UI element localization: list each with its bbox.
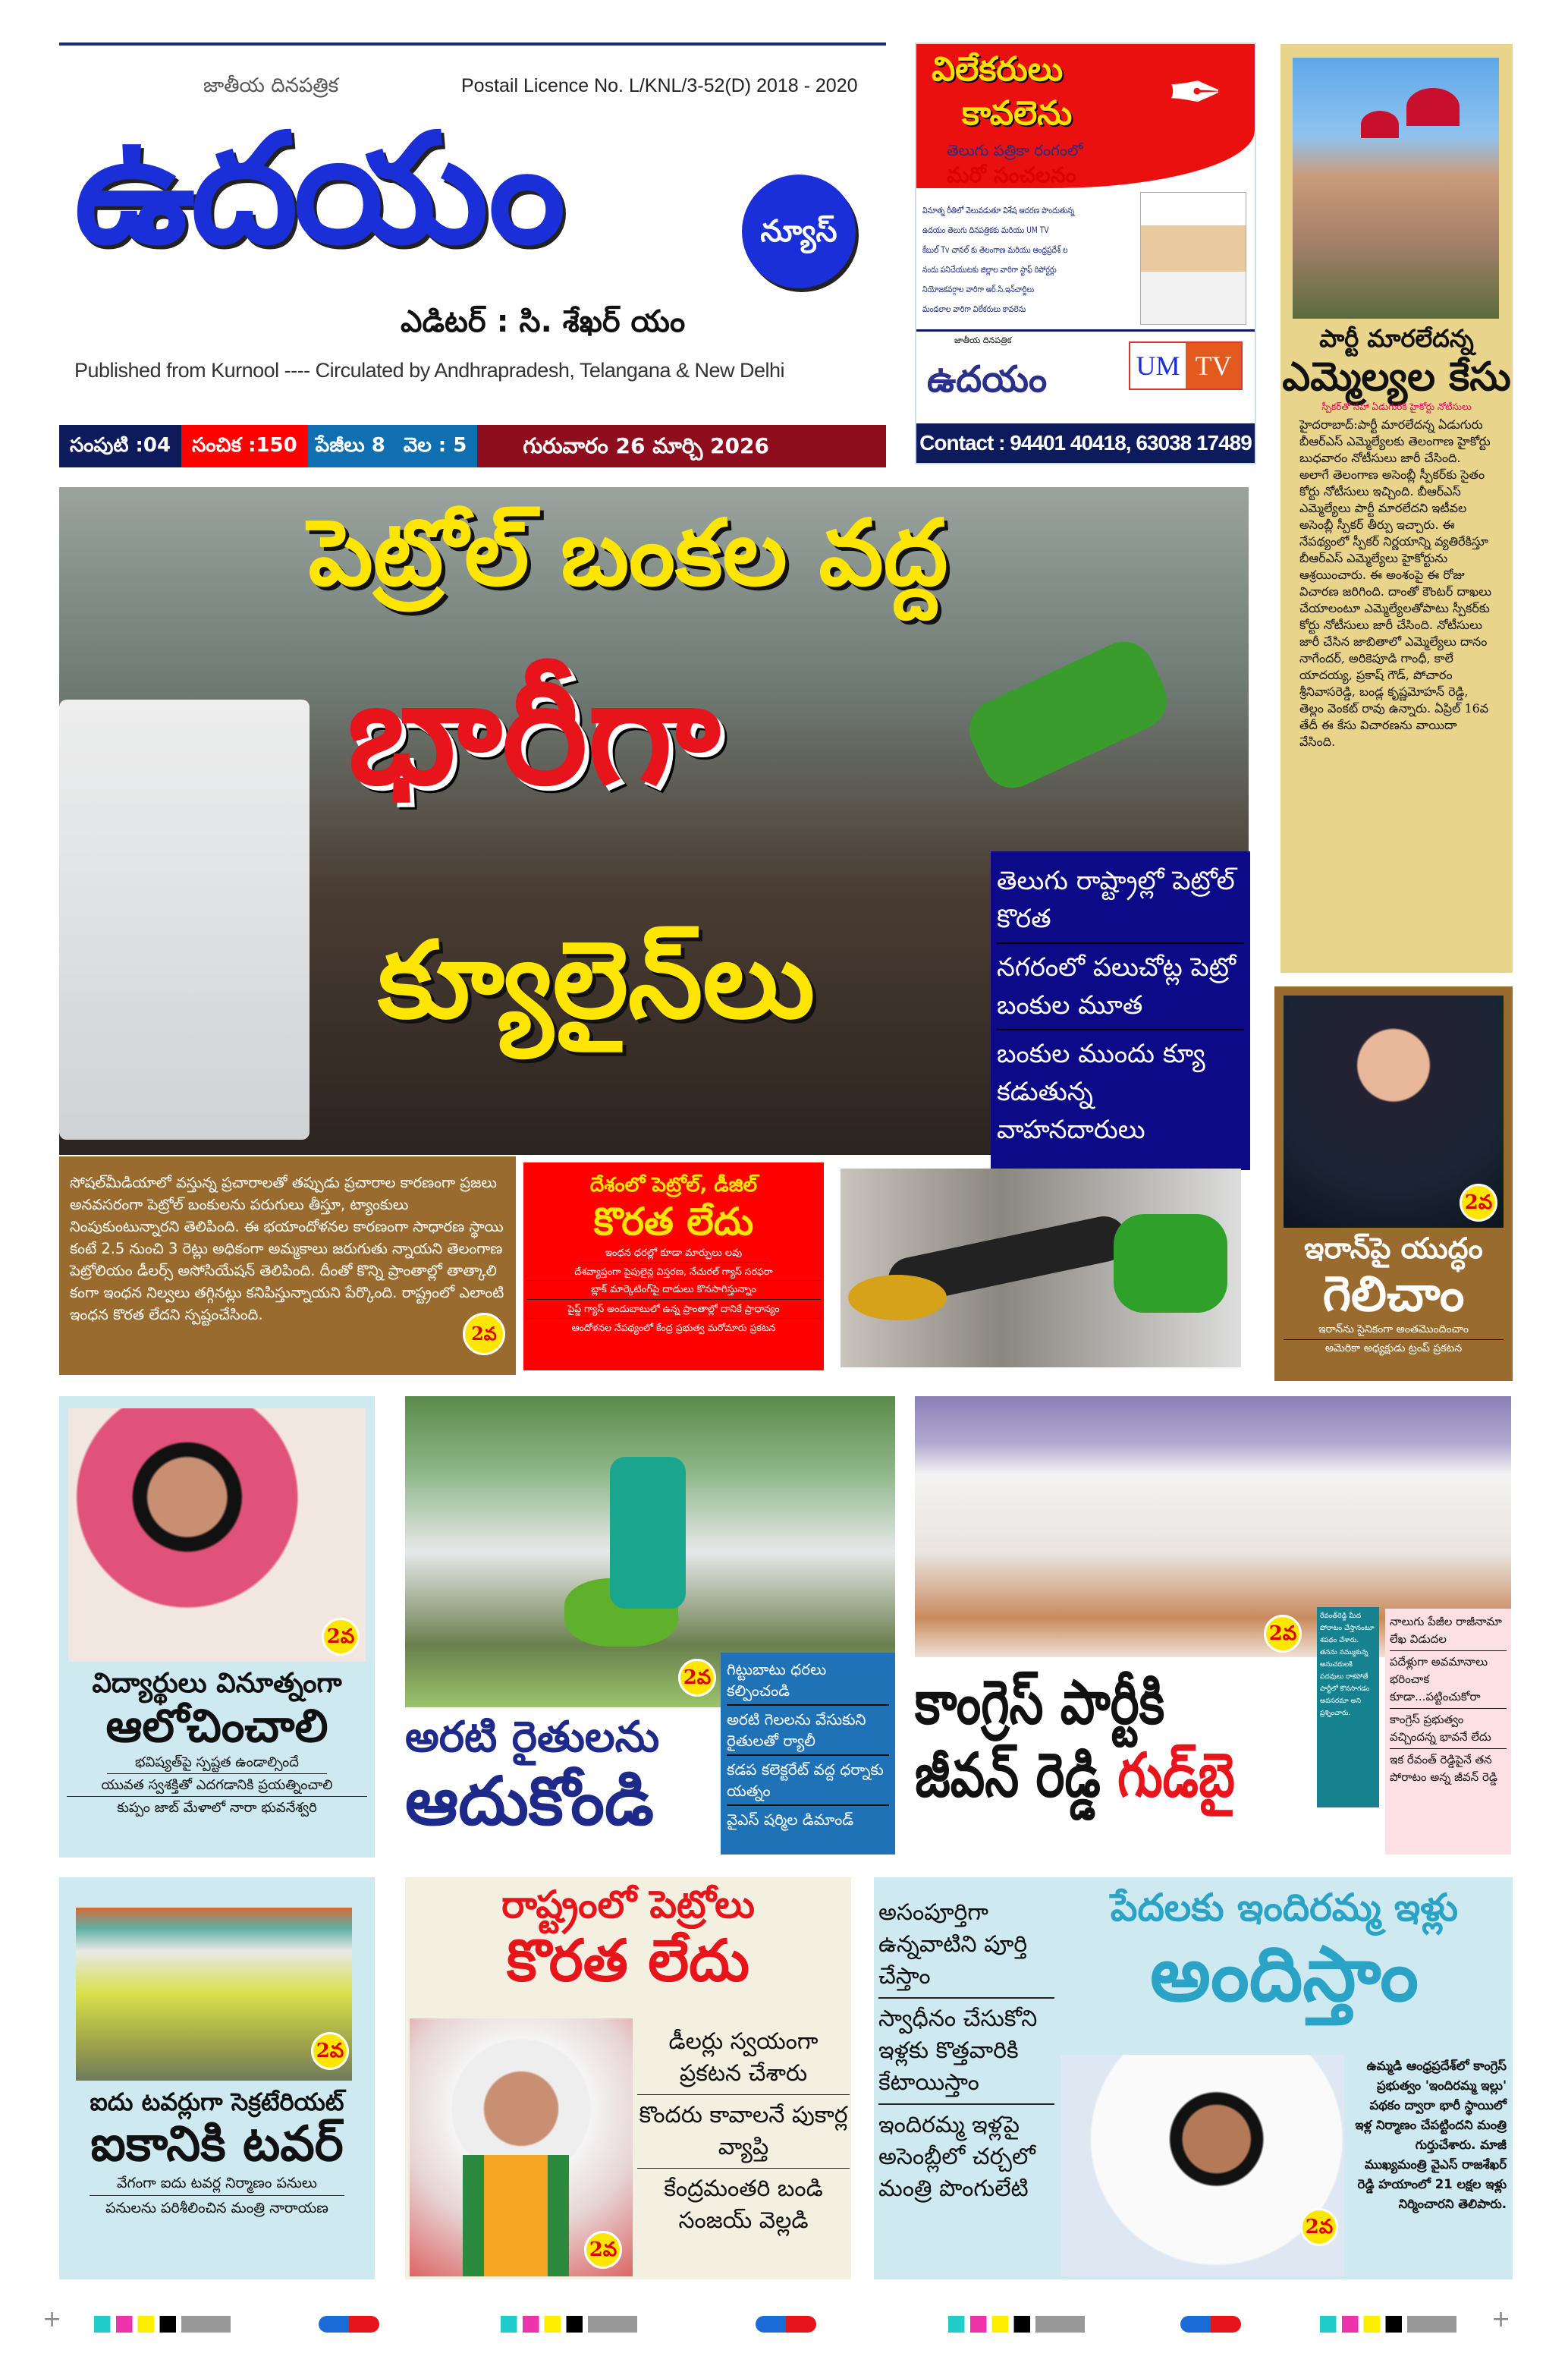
ad-contact: Contact : 94401 40418, 63038 17489 — [916, 423, 1255, 463]
postal-licence: Postail Licence No. L/KNL/3-52(D) 2018 - 2020 — [461, 75, 858, 96]
towers-headline: ఐకానికి టవర్ — [90, 2116, 344, 2172]
ad-body-line: నియోజకవర్గాల వారిగా ఆర్.సి.ఇన్‌చార్జిలు — [922, 284, 1035, 294]
continued-badge[interactable]: 2వ — [1300, 2208, 1338, 2246]
tv-logo-text: TV — [1186, 343, 1241, 389]
petrol-state-point: కొందరు కావాలనే పుకార్ల వ్యాప్తి — [637, 2095, 850, 2169]
newspaper-logo: ఉదయం — [74, 101, 561, 278]
iran-story — [1274, 986, 1513, 1381]
ad-logo-tagline: జాతీయ దినపత్రిక — [954, 335, 1012, 345]
bandi-sanjay-photo — [410, 2018, 633, 2276]
towers-kicker: ఐదు టవర్లుగా సెక్రటేరియట్ — [90, 2087, 344, 2116]
congress-point: నాలుగు పేజీల రాజీనామా లేఖ విడుదల — [1390, 1613, 1507, 1651]
housing-title — [1061, 1885, 1508, 2018]
print-registration-marks: + + — [42, 2306, 1511, 2333]
editor-line: ఎడిటర్ : సి. శేఖర్ యం — [401, 304, 686, 339]
congress-headline-3: గుడ్‌బై — [1117, 1740, 1235, 1810]
issue-bar — [59, 425, 886, 467]
congress-headline-block — [915, 1666, 1303, 1812]
continued-badge[interactable]: 2వ — [584, 2231, 622, 2269]
housing-point: అసంపూర్తిగా ఉన్నవాటిని పూర్తి చేస్తాం — [878, 1897, 1054, 1999]
ad-body-line: వినూత్న రీతిలో వెలువడుతూ విశేష ఆదరణ పొందుతున్న — [922, 205, 1075, 215]
newspaper-thumbnail — [1140, 192, 1246, 325]
continued-badge[interactable]: 2వ — [1264, 1615, 1302, 1653]
highlight-item: బంకుల ముందు క్యూ కడుతున్న వాహనదారులు — [997, 1039, 1205, 1145]
lead-headline-3: క్యూలైన్‌లు — [378, 919, 815, 1043]
continued-badge[interactable]: 2వ — [678, 1659, 716, 1697]
published-line: Published from Kurnool ---- Circulated by Andhrapradesh, Telangana & New Delhi — [74, 359, 785, 382]
national-point: బ్లాక్ మార్కెటింగ్‌పై దాడులు కొనసాగిస్తున్నాం — [526, 1281, 821, 1300]
lead-story-body: సోషల్‌మీడియాలో వస్తున్న ప్రచారాలతో తప్పుడు ప్రచారాల కారణంగా ప్రజలు అనవసరంగా పెట్రోల్ బంకులను పరుగులు తీస్తూ, ట్యాంకులు నింపుకుంటున్నారని తెలిపింది. ఈ భయాందోళనల కారణంగా సాధారణ స్థాయి కంటే 2.5 నుంచి 3 రెట్లు అధికంగా అమ్మకాలు జరుగుతు న్నాయని తెలంగాణ పెట్రోలియం డీలర్స్ అసోసియేషన్ తెలిపింది. దీంతో కొన్ని ప్రాంతాల్లో తాత్కాలి కంగా ఇంధన నిల్వలు తగ్గినట్లు కనిపిస్తున్నాయని పేర్కొంది. రాష్ట్రంలో ఎలాంటి ఇంధన కొరత లేదని స్పష్టంచేసింది. — [70, 1174, 504, 1323]
national-fuel-box — [523, 1162, 824, 1370]
continued-badge[interactable]: 2వ — [1460, 1184, 1497, 1222]
high-court-story — [1280, 44, 1513, 973]
housing-body: ఉమ్మడి ఆంధ్రప్రదేశ్‌లో కాంగ్రెస్ ప్రభుత్వం 'ఇందిరమ్మ ఇల్లు' పథకం ద్వారా భారీ స్థాయిలో ఇళ్ల నిర్మాణం చేపట్టిందని మంత్రి గుర్తుచేశారు. మాజీ ముఖ్యమంత్రి వైఎస్ రాజశేఖర్ రెడ్డి హయాంలో 21 లక్షల ఇళ్లు నిర్మించారని తెలిపారు. — [1355, 2059, 1507, 2211]
banana-point: అరటి గెలలను వేసుకుని రైతులతో ర్యాలీ — [727, 1706, 889, 1756]
petrol-state-point: కేంద్రమంతరి బండి సంజయ్ వెల్లడి — [664, 2175, 823, 2234]
quill-icon: ✒ — [1167, 53, 1224, 133]
lead-headline-1: పెట్రోల్ బంకల వద్ద — [308, 501, 948, 606]
national-point: దేశవ్యాప్తంగా పైపులైన్ల విస్తరణ, నేచురల్ గ్యాస్ సరఫరా — [526, 1263, 821, 1282]
banana-kicker: అరటి రైతులను — [405, 1713, 660, 1762]
congress-headline-row — [915, 1739, 1303, 1812]
ad-body-line: కేబుల్ Tv చానల్ కు తెలంగాణ మరియు ఆంధ్రప్రదేశ్ ల — [922, 244, 1068, 255]
newspaper-logo-suffix: న్యూస్ — [742, 175, 856, 288]
national-kicker: దేశంలో పెట్రోల్, డీజిల్ — [589, 1174, 758, 1197]
price: వెల : 5 — [393, 425, 478, 467]
ad-body-line: నందు పనిచేయుటకు జిల్లాల వారిగా స్టాఫ్ రిపోర్టర్లు — [922, 264, 1057, 275]
national-point: ఇంధన ధరల్లో కూడా మార్పులు లవు — [579, 1245, 768, 1263]
high-court-text — [1280, 323, 1513, 750]
fuel-pump-image — [59, 700, 310, 1140]
congress-headline-2: జీవన్ రెడ్డి — [915, 1740, 1101, 1810]
page-count: పేజీలు 8 — [308, 425, 393, 467]
national-headline: కొరత లేదు — [593, 1199, 754, 1244]
highlight-item: నగరంలో పలుచోట్ల పెట్రో బంకుల మూత — [997, 944, 1244, 1030]
banana-headline: ఆదుకోండి — [405, 1762, 654, 1841]
congress-point: ఇక రేవంత్ రెడ్డిపైనే తన పోరాటం అన్న జీవన్ రెడ్డి — [1390, 1753, 1497, 1784]
ad-line-1: తెలుగు పత్రికా రంగంలో — [947, 141, 1083, 159]
um-logo-text: UM — [1136, 351, 1180, 381]
housing-headline: అందిస్తాం — [1150, 1930, 1419, 2018]
banana-highlights — [721, 1653, 895, 1855]
story-kicker: పార్టీ మారలేదన్న — [1319, 324, 1474, 353]
ad-body — [922, 200, 1129, 319]
petrol-state-kicker: రాష్ట్రంలో పెట్రోలు — [501, 1883, 755, 1927]
volume-number: సంపుటి :04 — [59, 425, 181, 467]
iran-kicker: ఇరాన్‌పై యుద్ధం — [1304, 1232, 1483, 1265]
students-story — [59, 1396, 375, 1858]
congress-highlights — [1385, 1609, 1511, 1855]
students-point: భవిష్యత్‌పై స్పష్టత ఉండాల్సిందే — [107, 1753, 327, 1774]
continued-badge[interactable]: 2వ — [311, 2032, 349, 2070]
banana-headline-block — [405, 1712, 716, 1839]
story-subheading: స్పీకర్‌తో సహా ఏడుగురికి హైకోర్టు నోటీసులు — [1321, 401, 1472, 413]
ad-title-2: కావలెను — [962, 94, 1073, 133]
masthead-tagline: జాతీయ దినపత్రిక — [203, 74, 339, 97]
iran-sub-1: ఇరాన్‌ను సైనికంగా అంతమొందించాం — [1284, 1323, 1504, 1340]
ponguleti-photo — [1061, 2055, 1344, 2276]
continued-badge[interactable]: 2వ — [322, 1618, 360, 1656]
national-point: పైప్డ్ గ్యాస్ అందుబాటులో ఉన్న ప్రాంతాల్లో దానికే ప్రాధాన్యం — [526, 1300, 821, 1319]
lead-story-body-box — [59, 1156, 516, 1375]
petrol-state-points — [637, 2026, 850, 2237]
iran-text — [1274, 1231, 1513, 1356]
students-text — [59, 1666, 375, 1818]
congress-point: కాంగ్రెస్ ప్రభుత్వం వచ్చిందన్న భావనే లేదు — [1390, 1709, 1507, 1749]
issue-date: గురువారం 26 మార్చి 2026 — [523, 433, 769, 459]
masthead — [59, 42, 886, 464]
petrol-state-point: డీలర్లు స్వయంగా ప్రకటన చేశారు — [637, 2026, 850, 2095]
ad-body-line: మండలాల వారిగా విలేకరులు కావలెను — [922, 304, 1026, 314]
housing-point: స్వాధీనం చేసుకోని ఇళ్లకు కొత్తవారికి కేటాయిస్తాం — [878, 1999, 1054, 2105]
ad-udayam-logo: ఉదయం — [927, 358, 1048, 401]
continued-badge[interactable]: 2వ — [463, 1313, 505, 1355]
congress-headline-1: కాంగ్రెస్ పార్టీకి — [915, 1667, 1165, 1738]
story-headline: ఎమ్మెల్యల కేసు — [1282, 354, 1511, 400]
issue-number: సంచిక :150 — [181, 425, 308, 467]
congress-teal-text: రేవంత్‌రెడ్డి మీద పోరాటం చేస్తానంటూ శపథం చేశారు. తనను నమ్ముకున్న అనుచరులకి పదవులు రాకపోతే పార్టీలో కొనసాగడం అవసరమా అని ప్రశ్నించారు. — [1320, 1612, 1375, 1717]
towers-text — [59, 2087, 375, 2219]
students-point: యువత స్వశక్తితో ఎదగడానికి ప్రయత్నించాలి — [67, 1774, 367, 1797]
fuel-nozzle-image — [960, 632, 1177, 798]
bhuvaneswari-photo — [68, 1408, 366, 1662]
lead-headline-2: భారీగా — [347, 649, 721, 816]
ad-title: విలేకరులు — [932, 50, 1064, 89]
iran-sub-2: అమెరికా అధ్యక్షుడు ట్రంప్ ప్రకటన — [1324, 1342, 1463, 1354]
housing-points — [878, 1897, 1054, 2205]
banana-point: గిట్టుబాటు ధరలు కల్పించండి — [727, 1659, 889, 1706]
secretariat-workers-photo — [76, 1908, 352, 2081]
petrol-state-title — [405, 1882, 851, 1993]
housing-story — [874, 1877, 1513, 2279]
towers-point: పనులను పరిశీలించిన మంత్రి నారాయణ — [105, 2200, 328, 2217]
fuel-nozzle-photo — [841, 1169, 1241, 1367]
iran-headline: గెలిచాం — [1322, 1266, 1465, 1323]
towers-story — [59, 1877, 375, 2279]
high-court-photo — [1293, 58, 1499, 319]
lead-highlights — [991, 851, 1250, 1170]
banana-point: కడప కలెక్టరేట్ వద్ద ధర్నాకు యత్నం — [727, 1756, 889, 1806]
national-point: ఆందోళనల నేపథ్యంలో కేంద్ర ప్రభుత్వ మరోమారు ప్రకటన — [571, 1321, 776, 1333]
story-body: హైదరాబాద్:పార్టీ మారలేదన్న ఏడుగురు బీఆర్ఎస్ ఎమ్మెల్యేలకు తెలంగాణ హైకోర్టు బుధవారం నోటీసులు జారీ చేసింది. అలాగే తెలంగాణ అసెంబ్లీ స్పీకర్‌కు సైతం కోర్టు నోటీసులు ఇచ్చింది. బీఆర్ఎస్ ఎమ్మెల్యేలు పార్టీ మారలేదని ఇటీవల అసెంబ్లీ స్పీకర్ తీర్పు ఇచ్చారు. ఈ నేపథ్యంలో స్పీకర్ నిర్ణయాన్ని వ్యతిరేకిస్తూ బీఆర్ఎస్ ఎమ్మెల్యేలు హైకోర్టును ఆశ్రయించారు. ఈ అంశంపై ఈ రోజు విచారణ జరిగింది. దాంతో కౌంటర్ దాఖలు చేయాలంటూ ఎమ్మెల్యేలతోపాటు స్పీకర్‌కు కోర్టు నోటీసులు జారీ చేసింది. నోటీసులు జారీ చేసిన జాబితాలో ఎమ్మెల్యేలు దానం నాగేందర్, అరికెపూడి గాంధీ, కాలే యాదయ్య, ప్రకాష్ గౌడ్, పోచారం శ్రీనివాసరెడ్డి, బండ్ల కృష్ణమోహన్ రెడ్డి, తెల్లం వెంకట్ రావు ఉన్నారు. ఏప్రిల్ 16వ తేదీ ఈ కేసు విచారణను వాయిదా వేసింది. — [1299, 417, 1492, 750]
um-tv-logo — [1129, 341, 1243, 390]
ad-line-2: మరో సంచలనం — [947, 162, 1076, 187]
congress-point: పదేళ్లుగా అవమానాలు భరించాక కూడా...పట్టించుకోరా — [1390, 1651, 1507, 1709]
housing-kicker: పేదలకు ఇందిరమ్మ ఇళ్లు — [1110, 1886, 1459, 1930]
banana-point: వైఎస్ షర్మిల డిమాండ్ — [727, 1810, 854, 1829]
trump-photo — [1284, 996, 1504, 1228]
highlight-item: తెలుగు రాష్ట్రాల్లో పెట్రోల్ కొరత — [997, 862, 1244, 944]
petrol-state-story — [405, 1877, 851, 2279]
ad-body-line: ఉదయం తెలుగు దినపత్రికకు మరియు UM TV — [922, 225, 1049, 235]
housing-point: ఇందిరమ్మ ఇళ్లపై అసెంబ్లీలో చర్చలో మంత్రి పొంగులేటి — [878, 2112, 1035, 2202]
students-point: కుప్పం జాబ్ మేళాలో నారా భువనేశ్వరి — [117, 1800, 317, 1817]
congress-teal-box — [1317, 1607, 1379, 1807]
students-headline: ఆలోచించాలి — [105, 1700, 328, 1753]
towers-point: వేగంగా ఐదు టవర్ల నిర్మాణం పనులు — [90, 2173, 344, 2197]
reporters-wanted-ad — [915, 42, 1256, 464]
students-kicker: విద్యార్థులు వినూత్నంగా — [92, 1668, 342, 1699]
petrol-state-headline: కొరత లేదు — [506, 1927, 750, 1994]
